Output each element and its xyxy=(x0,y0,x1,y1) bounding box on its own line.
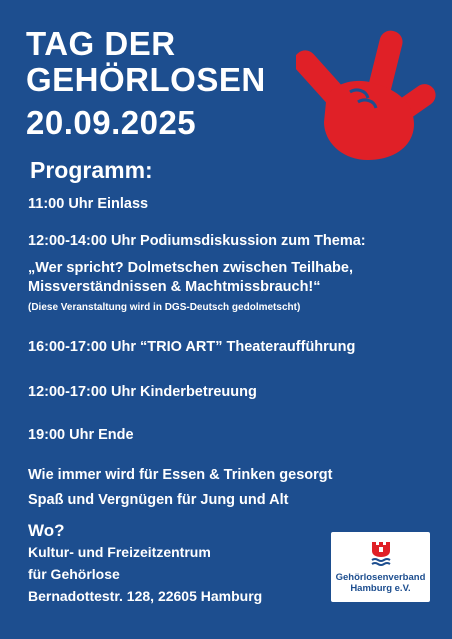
title-line-2: GEHÖRLOSEN xyxy=(26,61,266,98)
program-interpreting-note: (Diese Veranstaltung wird in DGS-Deutsch gedolmetscht) xyxy=(28,302,301,313)
organization-logo xyxy=(331,532,430,602)
program-item-kinderbetreuung: 12:00-17:00 Uhr Kinderbetreuung xyxy=(28,384,257,400)
page-title xyxy=(26,26,266,98)
food-note: Wie immer wird für Essen & Trinken gesorgt xyxy=(28,467,333,483)
program-item-podium: 12:00-14:00 Uhr Podiumsdiskussion zum Thema: xyxy=(28,233,366,249)
program-topic-line-2: Missverständnissen & Machtmissbrauch!“ xyxy=(28,279,321,295)
program-item-einlass: 11:00 Uhr Einlass xyxy=(28,196,149,212)
location-heading: Wo? xyxy=(28,521,65,540)
event-date: 20.09.2025 xyxy=(26,104,197,141)
title-line-1: TAG DER xyxy=(26,25,176,62)
location-address: Bernadottestr. 128, 22605 Hamburg xyxy=(28,588,263,604)
logo-line-2: Hamburg e.V. xyxy=(350,583,411,594)
program-item-ende: 19:00 Uhr Ende xyxy=(28,427,134,443)
program-item-theater: 16:00-17:00 Uhr “TRIO ART” Theateraufführung xyxy=(28,339,356,355)
program-topic-line-1: „Wer spricht? Dolmetschen zwischen Teilhabe, xyxy=(28,260,353,276)
location-line-1: Kultur- und Freizeitzentrum xyxy=(28,544,211,560)
ily-hand-sign-icon xyxy=(296,14,441,164)
hamburg-castle-icon xyxy=(369,538,393,566)
location-line-2: für Gehörlose xyxy=(28,566,120,582)
logo-line-1: Gehörlosenverband xyxy=(335,572,426,583)
program-heading: Programm: xyxy=(30,157,153,183)
fun-note: Spaß und Vergnügen für Jung und Alt xyxy=(28,492,289,508)
